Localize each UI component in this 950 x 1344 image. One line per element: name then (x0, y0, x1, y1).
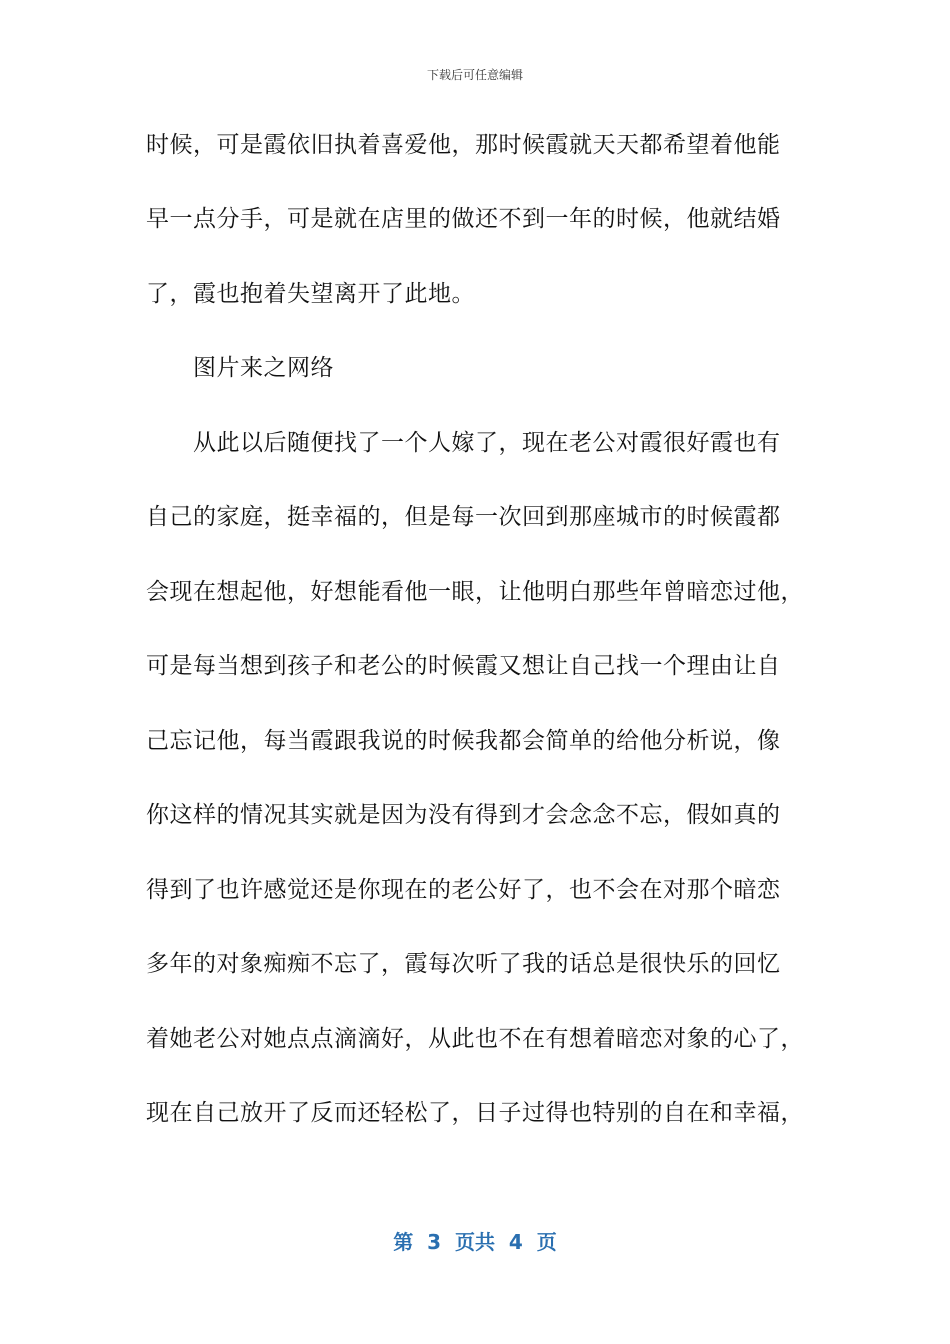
text-line: 时候，可是霞依旧执着喜爱他，那时候霞就天天都希望着他能 (146, 132, 781, 158)
text-line: 着她老公对她点点滴滴好，从此也不在有想着暗恋对象的心了， (146, 1026, 804, 1052)
text-line: 多年的对象痴痴不忘了，霞每次听了我的话总是很快乐的回忆 (146, 951, 781, 977)
text-line: 可是每当想到孩子和老公的时候霞又想让自己找一个理由让自 (146, 653, 781, 679)
page-number-footer: 第 3 页共 4 页 (393, 1230, 557, 1254)
text-line: 己忘记他，每当霞跟我说的时候我都会简单的给他分析说，像 (146, 728, 781, 754)
text-line: 从此以后随便找了一个人嫁了，现在老公对霞很好霞也有 (193, 430, 781, 456)
text-line: 你这样的情况其实就是因为没有得到才会念念不忘，假如真的 (146, 802, 781, 828)
text-line: 现在自己放开了反而还轻松了，日子过得也特别的自在和幸福， (146, 1100, 804, 1126)
text-line: 自己的家庭，挺幸福的，但是每一次回到那座城市的时候霞都 (146, 504, 781, 530)
text-line: 得到了也许感觉还是你现在的老公好了，也不会在对那个暗恋 (146, 877, 781, 903)
text-line: 了，霞也抱着失望离开了此地。 (146, 281, 475, 307)
text-line: 会现在想起他，好想能看他一眼，让他明白那些年曾暗恋过他， (146, 579, 804, 605)
header-note: 下载后可任意编辑 (426, 68, 523, 82)
image-source-note: 图片来之网络 (193, 355, 334, 381)
text-line: 早一点分手，可是就在店里的做还不到一年的时候，他就结婚 (146, 206, 781, 232)
